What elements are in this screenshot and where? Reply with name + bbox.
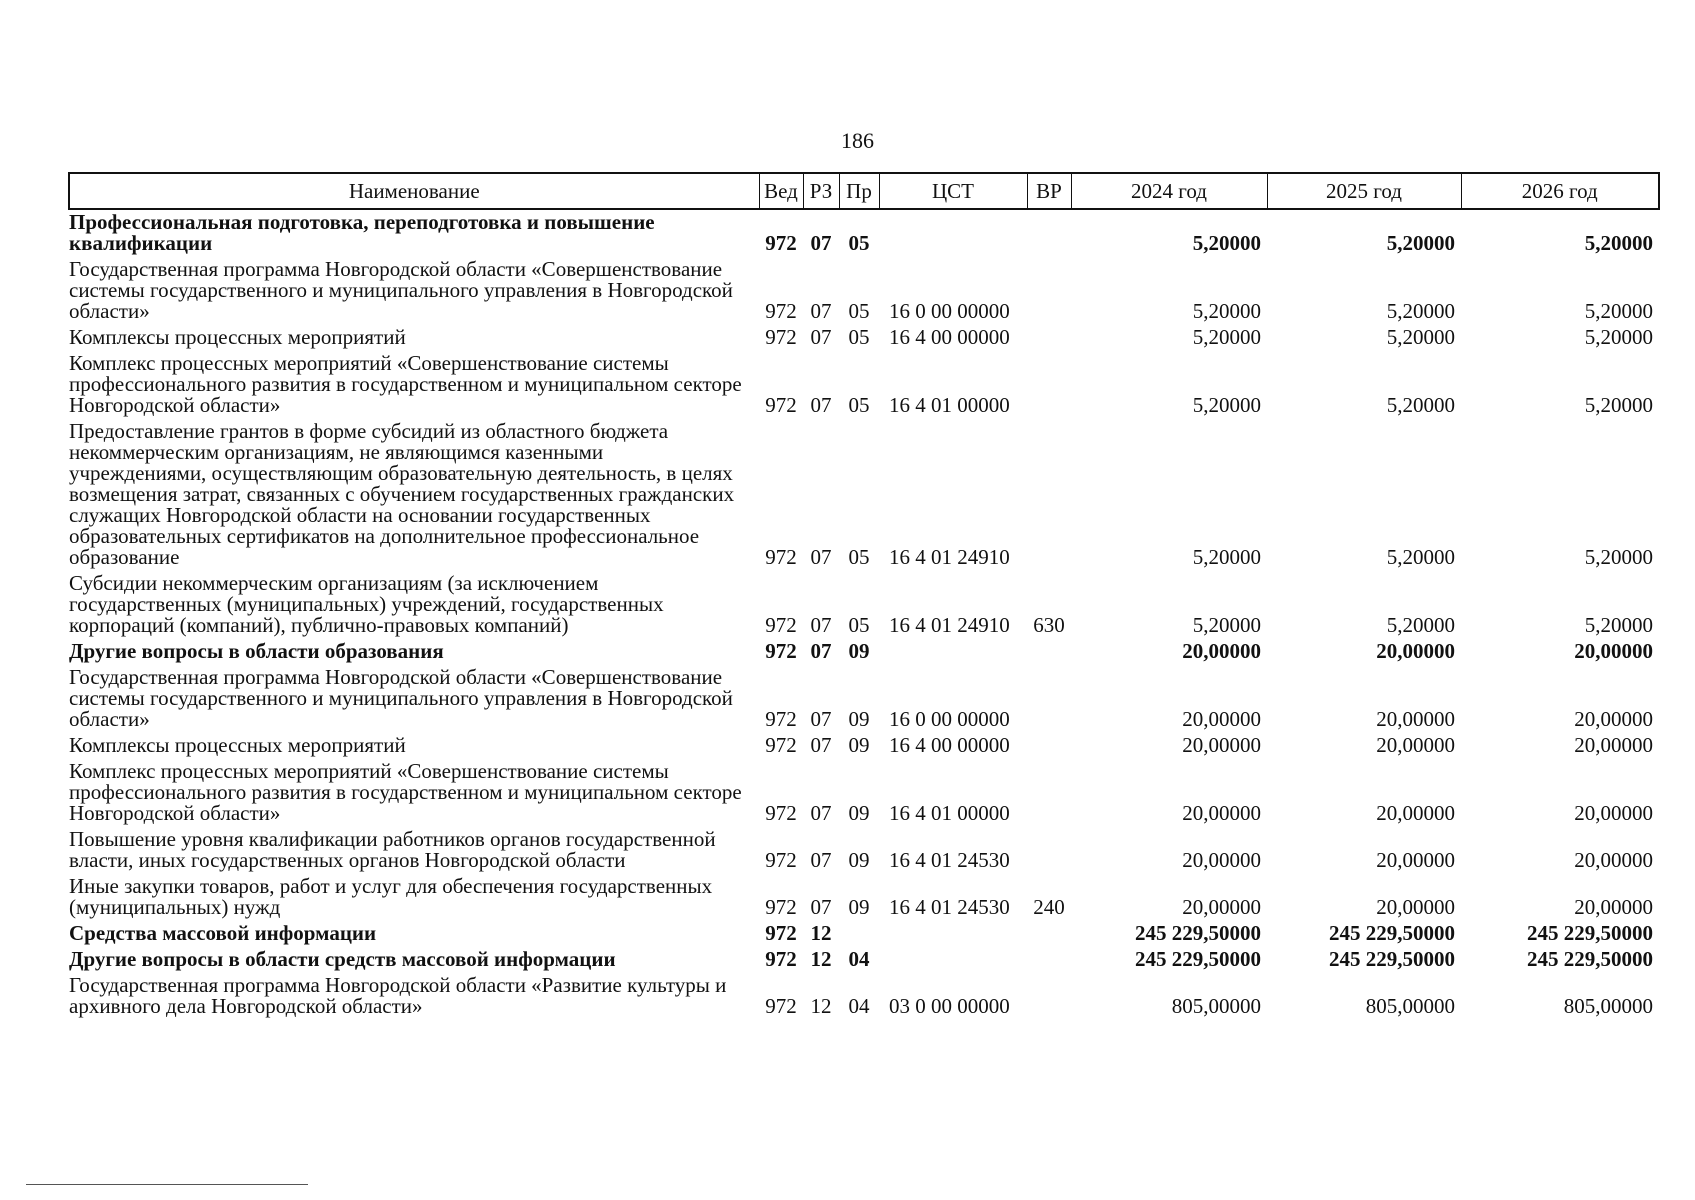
row-ved: 972 <box>765 895 797 919</box>
row-amount-2026: 20,00000 <box>1574 801 1653 825</box>
row-rz: 07 <box>810 895 832 919</box>
row-amount-2026: 20,00000 <box>1574 733 1653 757</box>
row-amount-2025: 5,20000 <box>1386 613 1455 637</box>
row-name: Комплексы процессных мероприятий <box>69 325 406 349</box>
row-amount-2024: 20,00000 <box>1182 801 1261 825</box>
row-cst: 16 4 01 00000 <box>889 393 1010 417</box>
row-name: Повышение уровня квалификации работников органов государственной власти, иных государственных органов Новгородской области <box>69 827 716 872</box>
table-header-row <box>69 173 1659 209</box>
row-rz: 07 <box>810 801 832 825</box>
row-name: Субсидии некоммерческим организациям (за исключением государственных (муниципальных) учреждений, государственных корпораций (компаний), публично-правовых компаний) <box>69 571 664 637</box>
row-name: Комплексы процессных мероприятий <box>69 733 406 757</box>
row-cst: 16 4 01 24910 <box>889 545 1010 569</box>
header-ved: Вед <box>759 173 803 209</box>
row-amount-2026: 20,00000 <box>1574 639 1653 663</box>
row-amount-2025: 20,00000 <box>1376 733 1455 757</box>
row-amount-2024: 20,00000 <box>1182 639 1261 663</box>
row-rz: 07 <box>810 639 832 663</box>
row-ved: 972 <box>765 733 797 757</box>
row-amount-2025: 245 229,50000 <box>1329 921 1455 945</box>
row-ved: 972 <box>765 639 797 663</box>
row-ved: 972 <box>765 707 797 731</box>
row-vr <box>1027 325 1071 351</box>
row-amount-2024: 5,20000 <box>1192 299 1261 323</box>
row-name: Государственная программа Новгородской области «Развитие культуры и архивного дела Новгородской области» <box>69 973 727 1018</box>
row-pr: 09 <box>848 895 870 919</box>
row-rz: 07 <box>810 545 832 569</box>
row-amount-2026: 805,00000 <box>1563 994 1653 1018</box>
row-ved: 972 <box>765 848 797 872</box>
header-pr: Пр <box>839 173 879 209</box>
row-ved: 972 <box>765 545 797 569</box>
row-cst: 16 4 00 00000 <box>889 325 1010 349</box>
row-ved: 972 <box>765 325 797 349</box>
row-rz: 07 <box>810 733 832 757</box>
row-amount-2025: 245 229,50000 <box>1329 947 1455 971</box>
row-pr: 05 <box>848 393 870 417</box>
row-ved: 972 <box>765 994 797 1018</box>
table-row <box>69 639 1659 665</box>
row-name: Иные закупки товаров, работ и услуг для обеспечения государственных (муниципальных) нужд <box>69 874 713 919</box>
row-cst: 16 0 00 00000 <box>889 299 1010 323</box>
row-cst: 03 0 00 00000 <box>889 994 1010 1018</box>
row-rz: 12 <box>810 947 832 971</box>
row-pr: 04 <box>848 947 870 971</box>
row-amount-2026: 20,00000 <box>1574 895 1653 919</box>
row-amount-2024: 5,20000 <box>1192 325 1261 349</box>
row-pr <box>839 921 879 947</box>
row-amount-2026: 5,20000 <box>1584 613 1653 637</box>
row-pr: 09 <box>848 801 870 825</box>
row-cst: 16 4 01 00000 <box>889 801 1010 825</box>
table-row <box>69 973 1659 1020</box>
row-name: Предоставление грантов в форме субсидий из областного бюджета некоммерческим организациям, не являющимся казенными учреждениями, осуществляющим образовательную деятельность, в целях возмещения затрат, связанных с обучением государственных гражданских служащих Новгородской области на основании государственных образовательных сертификатов на дополнительное профессиональное образование <box>69 419 735 569</box>
row-vr <box>1027 665 1071 733</box>
row-amount-2026: 20,00000 <box>1574 848 1653 872</box>
table-body <box>69 209 1659 1020</box>
row-name: Государственная программа Новгородской области «Совершенствование системы государственного и муниципального управления в Новгородской области» <box>69 257 733 323</box>
row-amount-2025: 805,00000 <box>1365 994 1455 1018</box>
row-amount-2024: 20,00000 <box>1182 848 1261 872</box>
table-row <box>69 874 1659 921</box>
row-amount-2025: 5,20000 <box>1386 393 1455 417</box>
row-name: Комплекс процессных мероприятий «Совершенствование системы профессионального развития в государственном и муниципальном секторе Новгородской области» <box>69 351 742 417</box>
row-amount-2026: 5,20000 <box>1584 299 1653 323</box>
row-amount-2024: 245 229,50000 <box>1135 921 1261 945</box>
row-ved: 972 <box>765 393 797 417</box>
table-row <box>69 209 1659 257</box>
row-pr: 09 <box>848 733 870 757</box>
row-vr <box>1027 973 1071 1020</box>
header-name: Наименование <box>69 173 759 209</box>
row-amount-2025: 5,20000 <box>1386 231 1455 255</box>
table-row <box>69 325 1659 351</box>
row-name: Государственная программа Новгородской области «Совершенствование системы государственного и муниципального управления в Новгородской области» <box>69 665 733 731</box>
row-amount-2026: 245 229,50000 <box>1527 921 1653 945</box>
row-vr <box>1027 759 1071 827</box>
row-amount-2024: 20,00000 <box>1182 707 1261 731</box>
row-cst: 16 4 01 24910 <box>889 613 1010 637</box>
row-name: Профессиональная подготовка, переподготовка и повышение квалификации <box>69 210 655 255</box>
row-cst: 16 4 01 24530 <box>889 848 1010 872</box>
row-amount-2024: 245 229,50000 <box>1135 947 1261 971</box>
row-ved: 972 <box>765 921 797 945</box>
table-row <box>69 827 1659 874</box>
row-amount-2024: 20,00000 <box>1182 733 1261 757</box>
table-row <box>69 257 1659 325</box>
row-cst <box>879 921 1027 947</box>
header-cst: ЦСТ <box>879 173 1027 209</box>
row-cst: 16 4 00 00000 <box>889 733 1010 757</box>
row-amount-2025: 5,20000 <box>1386 325 1455 349</box>
row-rz: 07 <box>810 848 832 872</box>
row-pr: 05 <box>848 325 870 349</box>
row-cst: 16 0 00 00000 <box>889 707 1010 731</box>
row-pr: 09 <box>848 707 870 731</box>
row-pr: 09 <box>848 639 870 663</box>
row-vr: 240 <box>1033 895 1065 919</box>
row-vr <box>1027 639 1071 665</box>
row-rz: 07 <box>810 393 832 417</box>
row-vr <box>1027 733 1071 759</box>
table-row <box>69 947 1659 973</box>
footer-rule <box>26 1184 308 1185</box>
row-amount-2024: 5,20000 <box>1192 613 1261 637</box>
row-rz: 07 <box>810 707 832 731</box>
row-amount-2026: 20,00000 <box>1574 707 1653 731</box>
header-2026: 2026 год <box>1461 173 1659 209</box>
row-amount-2026: 5,20000 <box>1584 393 1653 417</box>
row-name: Комплекс процессных мероприятий «Совершенствование системы профессионального развития в государственном и муниципальном секторе Новгородской области» <box>69 759 742 825</box>
row-amount-2025: 5,20000 <box>1386 545 1455 569</box>
row-amount-2025: 20,00000 <box>1376 848 1455 872</box>
header-2025: 2025 год <box>1267 173 1461 209</box>
row-amount-2025: 20,00000 <box>1376 801 1455 825</box>
header-2024: 2024 год <box>1071 173 1267 209</box>
row-ved: 972 <box>765 947 797 971</box>
row-ved: 972 <box>765 231 797 255</box>
row-amount-2025: 20,00000 <box>1376 707 1455 731</box>
row-amount-2026: 245 229,50000 <box>1527 947 1653 971</box>
table-row <box>69 419 1659 571</box>
row-amount-2026: 5,20000 <box>1584 231 1653 255</box>
table-row <box>69 665 1659 733</box>
header-rz: РЗ <box>803 173 839 209</box>
table-row <box>69 733 1659 759</box>
row-cst <box>879 639 1027 665</box>
table-row <box>69 921 1659 947</box>
row-name: Другие вопросы в области средств массовой информации <box>69 947 616 971</box>
row-name: Средства массовой информации <box>69 921 377 945</box>
row-rz: 12 <box>810 994 832 1018</box>
row-ved: 972 <box>765 613 797 637</box>
header-vr: ВР <box>1027 173 1071 209</box>
row-amount-2024: 5,20000 <box>1192 393 1261 417</box>
row-amount-2026: 5,20000 <box>1584 545 1653 569</box>
table-row <box>69 759 1659 827</box>
row-pr: 09 <box>848 848 870 872</box>
row-vr <box>1027 419 1071 571</box>
row-cst: 16 4 01 24530 <box>889 895 1010 919</box>
row-pr: 05 <box>848 231 870 255</box>
row-pr: 05 <box>848 545 870 569</box>
row-rz: 12 <box>810 921 832 945</box>
row-name: Другие вопросы в области образования <box>69 639 444 663</box>
row-amount-2024: 5,20000 <box>1192 231 1261 255</box>
row-pr: 04 <box>848 994 870 1018</box>
row-vr <box>1027 351 1071 419</box>
table-row <box>69 571 1659 639</box>
row-cst <box>879 947 1027 973</box>
row-rz: 07 <box>810 299 832 323</box>
row-vr: 630 <box>1033 613 1065 637</box>
row-amount-2025: 20,00000 <box>1376 639 1455 663</box>
row-amount-2025: 5,20000 <box>1386 299 1455 323</box>
row-amount-2025: 20,00000 <box>1376 895 1455 919</box>
row-pr: 05 <box>848 299 870 323</box>
row-vr <box>1027 947 1071 973</box>
table-row <box>69 351 1659 419</box>
page-number: 186 <box>841 128 874 153</box>
row-vr <box>1027 921 1071 947</box>
row-amount-2024: 805,00000 <box>1171 994 1261 1018</box>
row-vr <box>1027 827 1071 874</box>
row-rz: 07 <box>810 325 832 349</box>
row-vr <box>1027 257 1071 325</box>
budget-table <box>68 172 1660 1020</box>
row-vr <box>1027 209 1071 257</box>
row-rz: 07 <box>810 613 832 637</box>
row-amount-2024: 5,20000 <box>1192 545 1261 569</box>
row-ved: 972 <box>765 801 797 825</box>
row-amount-2026: 5,20000 <box>1584 325 1653 349</box>
row-pr: 05 <box>848 613 870 637</box>
row-cst <box>879 209 1027 257</box>
row-rz: 07 <box>810 231 832 255</box>
row-ved: 972 <box>765 299 797 323</box>
row-amount-2024: 20,00000 <box>1182 895 1261 919</box>
